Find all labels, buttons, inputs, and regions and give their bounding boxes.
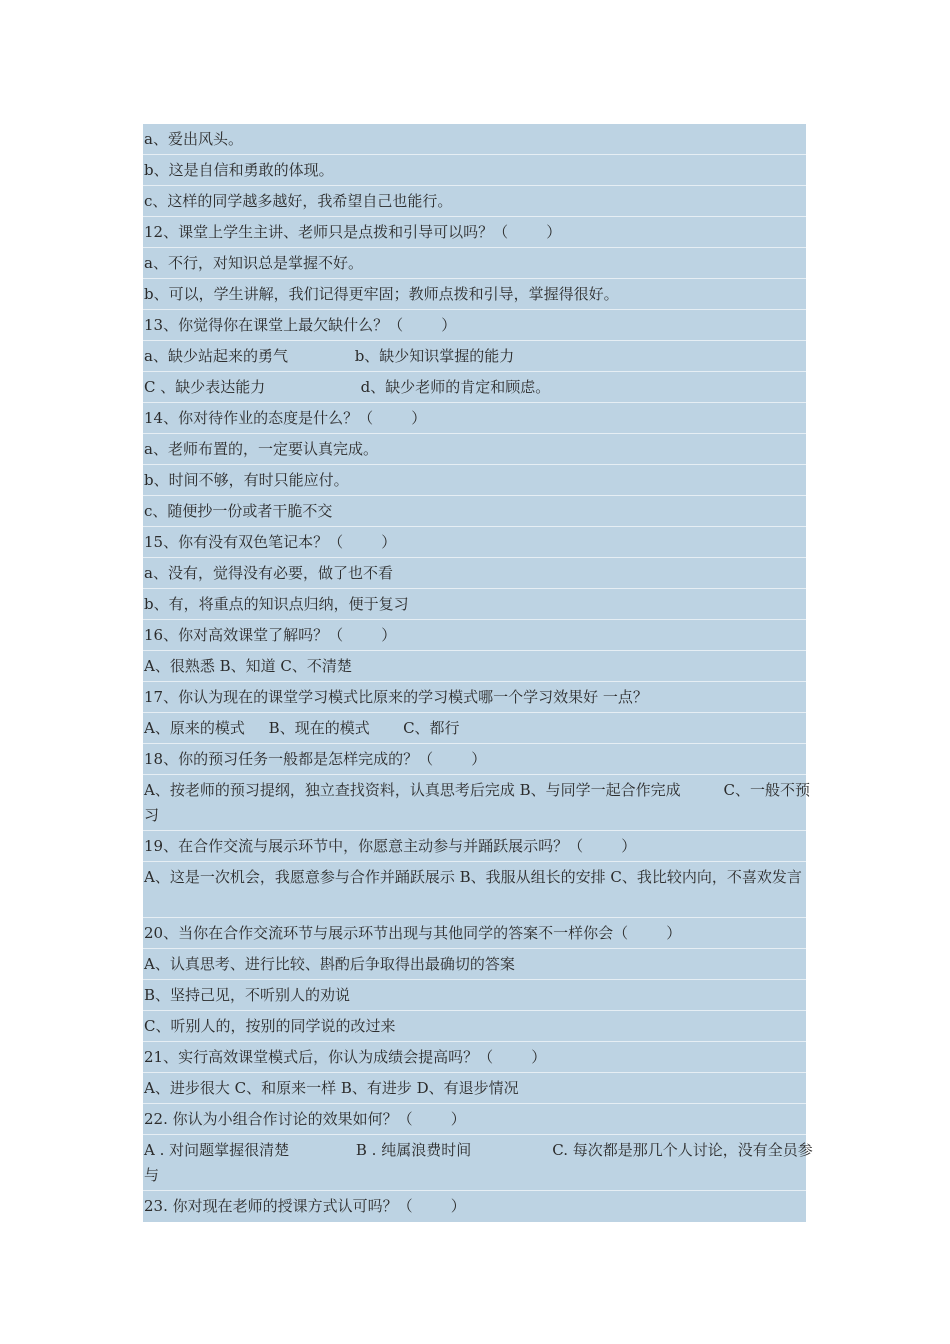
question-line: [143, 744, 806, 775]
line-text: a、不行，对知识总是掌握不好。: [144, 254, 363, 272]
option-line: [143, 372, 806, 403]
line-text: 22. 你认为小组合作讨论的效果如何？（ ）: [144, 1110, 466, 1128]
line-text: b、时间不够，有时只能应付。: [144, 471, 349, 489]
option-line: [143, 651, 806, 682]
question-line: [143, 620, 806, 651]
option-line: [143, 980, 806, 1011]
option-line: [143, 713, 806, 744]
line-text: a、老师布置的，一定要认真完成。: [144, 440, 378, 458]
question-line: [143, 918, 806, 949]
option-line: [143, 341, 806, 372]
line-text: 19、在合作交流与展示环节中，你愿意主动参与并踊跃展示吗？（ ）: [144, 837, 637, 855]
line-text: 21、实行高效课堂模式后，你认为成绩会提高吗？（ ）: [144, 1048, 547, 1066]
line-text: 20、当你在合作交流环节与展示环节出现与其他同学的答案不一样你会（ ）: [144, 924, 682, 942]
line-text: b、这是自信和勇敢的体现。: [144, 161, 334, 179]
question-line: [143, 831, 806, 862]
line-text: a、没有，觉得没有必要，做了也不看: [144, 564, 393, 582]
line-text: A、认真思考、进行比较、斟酌后争取得出最确切的答案: [144, 955, 515, 973]
line-text: a、爱出风头。: [144, 130, 243, 148]
option-line: [143, 1073, 806, 1104]
option-line: [143, 589, 806, 620]
option-line: [143, 186, 806, 217]
line-text: A、这是一次机会，我愿意参与合作并踊跃展示 B、我服从组长的安排 C、我比较内向，不喜欢发言: [144, 868, 802, 886]
line-text: c、这样的同学越多越好，我希望自己也能行。: [144, 192, 453, 210]
line-text: A . 对问题掌握很清楚 B . 纯属浪费时间 C. 每次都是那几个人讨论，没有全员参与: [144, 1141, 813, 1184]
question-line: [143, 1191, 806, 1222]
question-line: [143, 403, 806, 434]
line-text: b、有，将重点的知识点归纳，便于复习: [144, 595, 409, 613]
survey-panel: [143, 124, 813, 1222]
line-text: 13、你觉得你在课堂上最欠缺什么？（ ）: [144, 316, 457, 334]
line-text: A、原来的模式 B、现在的模式 C、都行: [144, 719, 460, 737]
option-line: [143, 248, 806, 279]
line-text: C 、缺少表达能力 d、缺少老师的肯定和顾虑。: [144, 378, 551, 396]
line-text: b、可以，学生讲解，我们记得更牢固；教师点拨和引导，掌握得很好。: [144, 285, 619, 303]
option-line: [143, 279, 806, 310]
option-line: [143, 496, 806, 527]
line-text: 14、你对待作业的态度是什么？（ ）: [144, 409, 427, 427]
line-text: 17、你认为现在的课堂学习模式比原来的学习模式哪一个学习效果好 一点？: [144, 688, 648, 706]
question-line: [143, 682, 806, 713]
option-line: [143, 862, 806, 918]
option-line: [143, 465, 806, 496]
question-line: [143, 310, 806, 341]
line-text: 15、你有没有双色笔记本？（ ）: [144, 533, 397, 551]
question-line: [143, 1104, 806, 1135]
option-line: [143, 558, 806, 589]
option-line: [143, 434, 806, 465]
option-line: [143, 1011, 806, 1042]
line-text: 16、你对高效课堂了解吗？（ ）: [144, 626, 397, 644]
line-text: B、坚持己见，不听别人的劝说: [144, 986, 351, 1004]
option-line: [143, 124, 806, 155]
question-line: [143, 217, 806, 248]
line-text: 12、课堂上学生主讲、老师只是点拨和引导可以吗？（ ）: [144, 223, 562, 241]
option-line: [143, 155, 806, 186]
question-line: [143, 527, 806, 558]
option-line: [143, 1135, 813, 1191]
line-text: a、缺少站起来的勇气 b、缺少知识掌握的能力: [144, 347, 515, 365]
line-text: 23. 你对现在老师的授课方式认可吗？（ ）: [144, 1197, 466, 1215]
option-line: [143, 949, 806, 980]
line-text: A、很熟悉 B、知道 C、不清楚: [144, 657, 352, 675]
line-text: 18、你的预习任务一般都是怎样完成的？（ ）: [144, 750, 487, 768]
line-text: A、进步很大 C、和原来一样 B、有进步 D、有退步情况: [144, 1079, 519, 1097]
line-text: c、随便抄一份或者干脆不交: [144, 502, 333, 520]
line-text: C、听别人的，按别的同学说的改过来: [144, 1017, 396, 1035]
line-text: A、按老师的预习提纲，独立查找资料，认真思考后完成 B、与同学一起合作完成 C、一般不预习: [144, 781, 811, 824]
option-line: [143, 775, 811, 831]
question-line: [143, 1042, 806, 1073]
